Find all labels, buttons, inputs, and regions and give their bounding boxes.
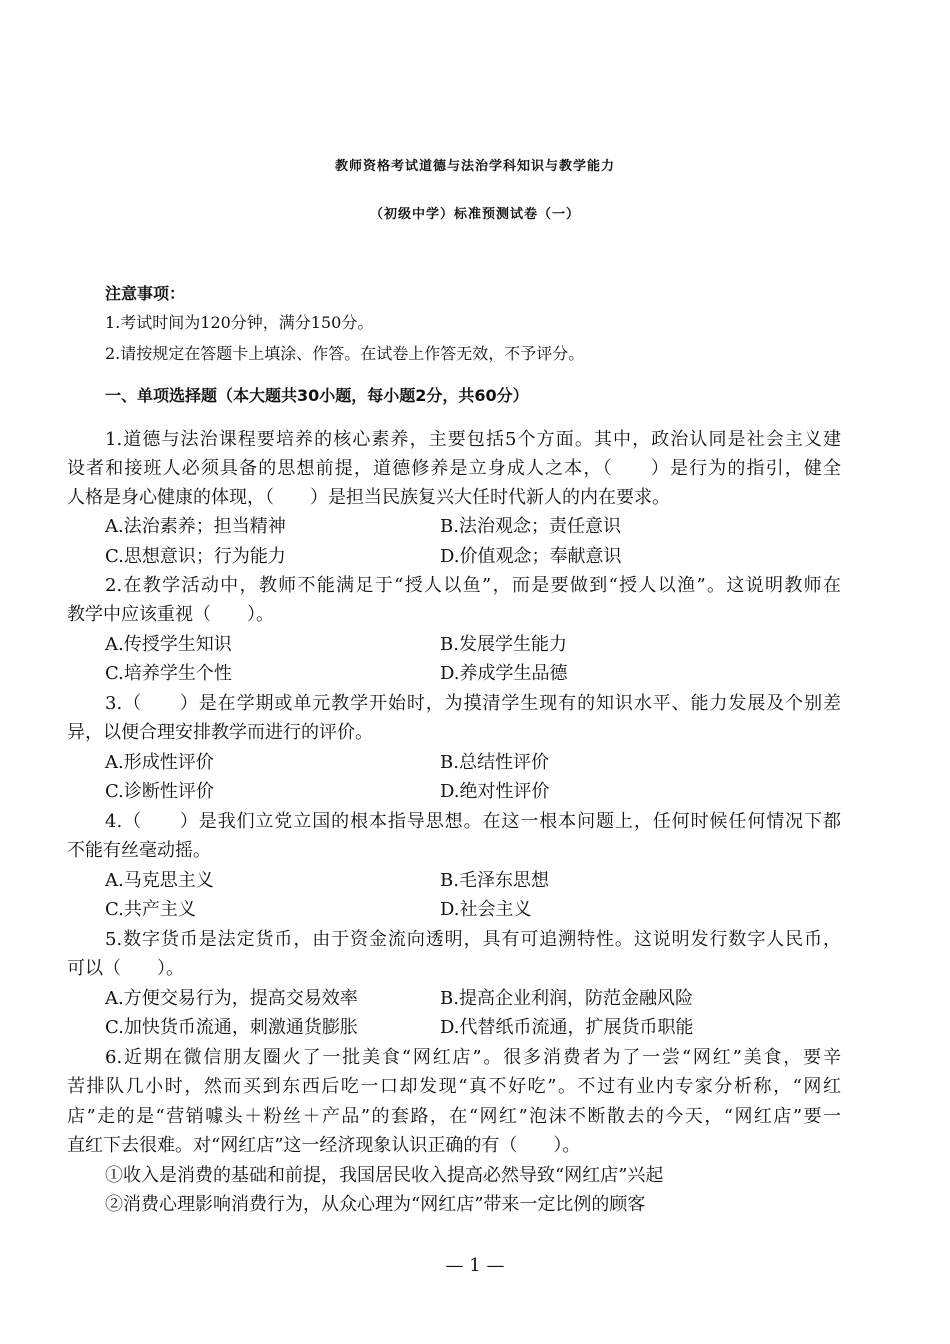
question-1-text: 1.道德与法治课程要培养的核心素养，主要包括5个方面。其中，政治认同是社会主义建 [105, 429, 841, 450]
question-4-option-b: B.毛泽东思想 [440, 870, 549, 891]
question-4-option-c: C.共产主义 [105, 899, 196, 920]
exam-title-line-1: 教师资格考试道德与法治学科知识与教学能力 [334, 159, 615, 174]
question-3-option-a: A.形成性评价 [105, 752, 214, 773]
question-5-option-c: C.加快货币流通，刺激通货膨胀 [105, 1017, 358, 1038]
question-5-text: 5.数字货币是法定货币，由于资金流向透明，具有可追溯特性。这说明发行数字人民币， [105, 929, 841, 950]
page-number: — 1 — [445, 1255, 505, 1276]
notice-item: 2.请按规定在答题卡上填涂、作答。在试卷上作答无效，不予评分。 [105, 344, 585, 363]
question-3-option-c: C.诊断性评价 [105, 781, 214, 802]
exam-title-line-2: （初级中学）标准预测试卷（一） [369, 207, 580, 222]
question-2-option-b: B.发展学生能力 [440, 634, 567, 655]
question-2-option-d: D.养成学生品德 [440, 663, 568, 684]
question-3-option-d: D.绝对性评价 [440, 781, 550, 802]
question-6-statement-2: ②消费心理影响消费行为，从众心理为“网红店”带来一定比例的顾客 [105, 1194, 646, 1215]
question-6-text: 苦排队几小时，然而买到东西后吃一口却发现“真不好吃”。不过有业内专家分析称，“网红 [67, 1076, 841, 1097]
question-1-option-a: A.法治素养；担当精神 [105, 516, 286, 537]
question-1-option-c: C.思想意识；行为能力 [105, 546, 286, 567]
question-3-option-b: B.总结性评价 [440, 752, 549, 773]
question-1-option-d: D.价值观念；奉献意识 [440, 546, 622, 567]
question-2-option-a: A.传授学生知识 [105, 634, 232, 655]
question-6-text: 直红下去很难。对“网红店”这一经济现象认识正确的有（ ）。 [67, 1135, 581, 1156]
question-6-text: 店”走的是“营销噱头＋粉丝＋产品”的套路，在“网红”泡沫不断散去的今天，“网红店”要一 [67, 1106, 841, 1127]
question-2-option-c: C.培养学生个性 [105, 663, 232, 684]
question-5-text: 可以（ ）。 [67, 958, 184, 979]
question-1-text: 人格是身心健康的体现，（ ）是担当民族复兴大任时代新人的内在要求。 [67, 487, 670, 508]
question-6-statement-1: ①收入是消费的基础和前提，我国居民收入提高必然导致“网红店”兴起 [105, 1165, 664, 1186]
question-3-text: 异，以便合理安排教学而进行的评价。 [67, 722, 373, 743]
question-4-text: 不能有丝毫动摇。 [67, 840, 211, 861]
question-3-text: 3.（ ）是在学期或单元教学开始时，为摸清学生现有的知识水平、能力发展及个别差 [105, 693, 841, 714]
question-2-text: 教学中应该重视（ ）。 [67, 604, 274, 625]
notice-item: 1.考试时间为120分钟，满分150分。 [105, 313, 374, 332]
question-1-option-b: B.法治观念；责任意识 [440, 516, 621, 537]
question-1-text: 设者和接班人必须具备的思想前提，道德修养是立身成人之本，（ ）是行为的指引，健全 [67, 458, 841, 479]
question-2-text: 2.在教学活动中，教师不能满足于“授人以鱼”，而是要做到“授人以渔”。这说明教师在 [105, 575, 841, 596]
question-5-option-d: D.代替纸币流通，扩展货币职能 [440, 1017, 694, 1038]
notice-heading: 注意事项： [105, 284, 186, 303]
question-5-option-b: B.提高企业利润，防范金融风险 [440, 988, 693, 1009]
section-heading: 一、单项选择题（本大题共30小题，每小题2分，共60分） [105, 386, 529, 405]
question-4-text: 4.（ ）是我们立党立国的根本指导思想。在这一根本问题上，任何时候任何情况下都 [105, 811, 841, 832]
question-5-option-a: A.方便交易行为，提高交易效率 [105, 988, 358, 1009]
question-4-option-d: D.社会主义 [440, 899, 532, 920]
question-4-option-a: A.马克思主义 [105, 870, 214, 891]
question-6-text: 6.近期在微信朋友圈火了一批美食“网红店”。很多消费者为了一尝“网红”美食，要辛 [105, 1047, 841, 1068]
